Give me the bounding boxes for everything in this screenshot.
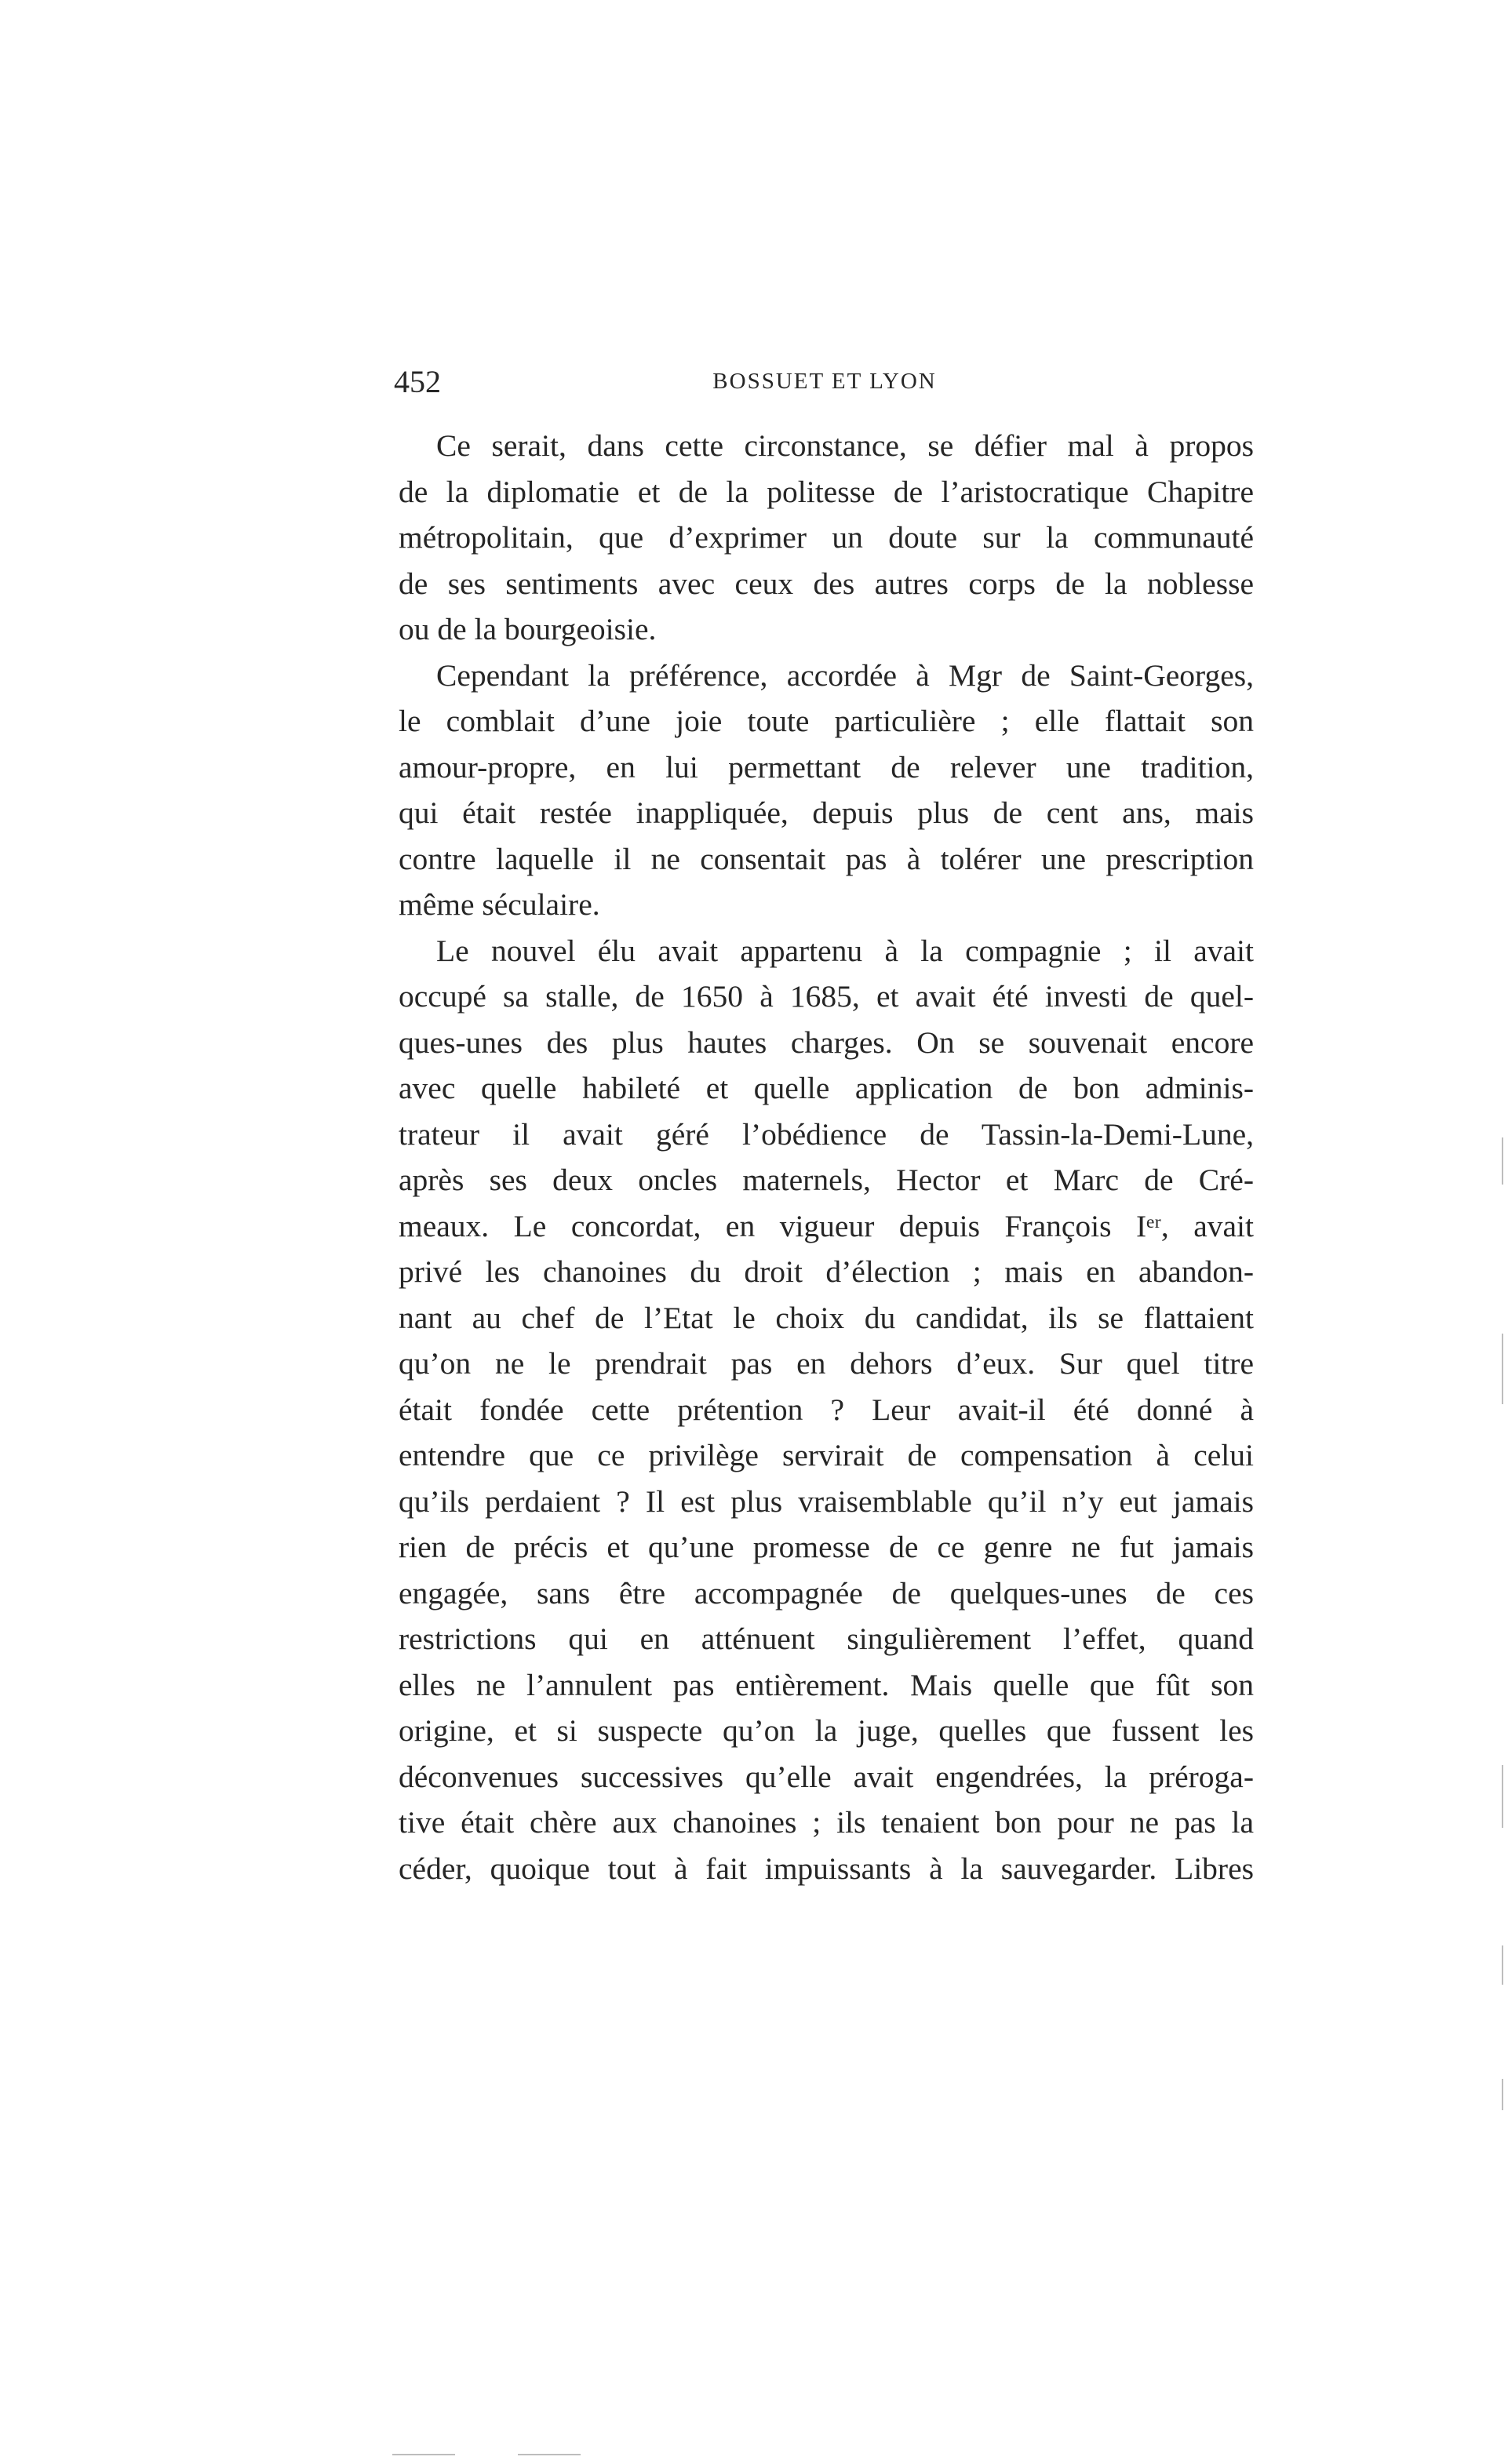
text-line: rien de précis et qu’une promesse de ce genre ne fut jamais [399,1530,1254,1564]
text-line: de ses sentiments avec ceux des autres corps de la noblesse [399,566,1254,601]
text-line: origine, et si suspecte qu’on la juge, quelles que fussent les [399,1713,1254,1748]
text-line: avec quelle habileté et quelle application de bon adminis- [399,1071,1254,1105]
text-line: déconvenues successives qu’elle avait engendrées, la préroga- [399,1759,1254,1794]
text-line: amour-propre, en lui permettant de relever une tradition, [399,749,1254,784]
scan-mark [518,2454,581,2455]
text-line: qu’ils perdaient ? Il est plus vraisemblable qu’il n’y eut jamais [399,1483,1254,1519]
text-line: céder, quoique tout à fait impuissants à la sauvegarder. Libres [399,1851,1254,1886]
text-line: engagée, sans être accompagnée de quelques-unes de ces [399,1575,1254,1611]
text-line: trateur il avait géré l’obédience de Tassin-la-Demi-Lune, [399,1116,1254,1152]
text-line: tive était chère aux chanoines ; ils tenaient bon pour ne pas la [399,1805,1254,1840]
body-text [399,423,1254,1891]
text-line: le comblait d’une joie toute particulière ; elle flattait son [399,704,1254,738]
text-line: privé les chanoines du droit d’élection ; mais en abandon- [399,1254,1254,1289]
text-line: contre laquelle il ne consentait pas à tolérer une prescription [399,841,1254,876]
text-line: elles ne l’annulent pas entièrement. Mais quelle que fût son [399,1667,1254,1702]
text-line: Cependant la préférence, accordée à Mgr de Saint-Georges, [436,657,1254,693]
text-line: occupé sa stalle, de 1650 à 1685, et avait été investi de quel- [399,979,1254,1014]
text-line: de la diplomatie et de la politesse de l’aristocratique Chapitre [399,474,1254,509]
page-number: 452 [394,364,441,399]
text-line: après ses deux oncles maternels, Hector et Marc de Cré- [399,1163,1254,1197]
running-title: BOSSUET ET LYON [712,369,937,394]
text-line: métropolitain, que d’exprimer un doute sur la communauté [399,520,1254,555]
scan-mark [1502,1765,1503,1828]
text-line: Ce serait, dans cette circonstance, se défier mal à propos [436,428,1254,463]
text-line: Le nouvel élu avait appartenu à la compagnie ; il avait [436,933,1254,968]
page-header [394,362,1255,402]
scan-mark [1502,1137,1503,1185]
text-line: entendre que ce privilège servirait de compensation à celui [399,1438,1254,1472]
text-line: nant au chef de l’Etat le choix du candidat, ils se flattaient [399,1300,1254,1335]
text-line: meaux. Le concordat, en vigueur depuis François Iᵉʳ, avait [399,1208,1254,1243]
text-line: ques-unes des plus hautes charges. On se souvenait encore [399,1025,1254,1060]
text-line: ou de la bourgeoisie. [399,612,657,646]
scan-mark [1502,1945,1503,1985]
scan-mark [392,2454,455,2455]
text-line: même séculaire. [399,887,600,922]
scan-mark [1502,1334,1503,1404]
text-line: restrictions qui en atténuent singulièrement l’effet, quand [399,1621,1254,1656]
text-line: qu’on ne le prendrait pas en dehors d’eux. Sur quel titre [399,1346,1254,1381]
scan-mark [1502,2079,1503,2110]
text-line: qui était restée inappliquée, depuis plus de cent ans, mais [399,795,1254,830]
text-line: était fondée cette prétention ? Leur avait-il été donné à [399,1392,1254,1427]
